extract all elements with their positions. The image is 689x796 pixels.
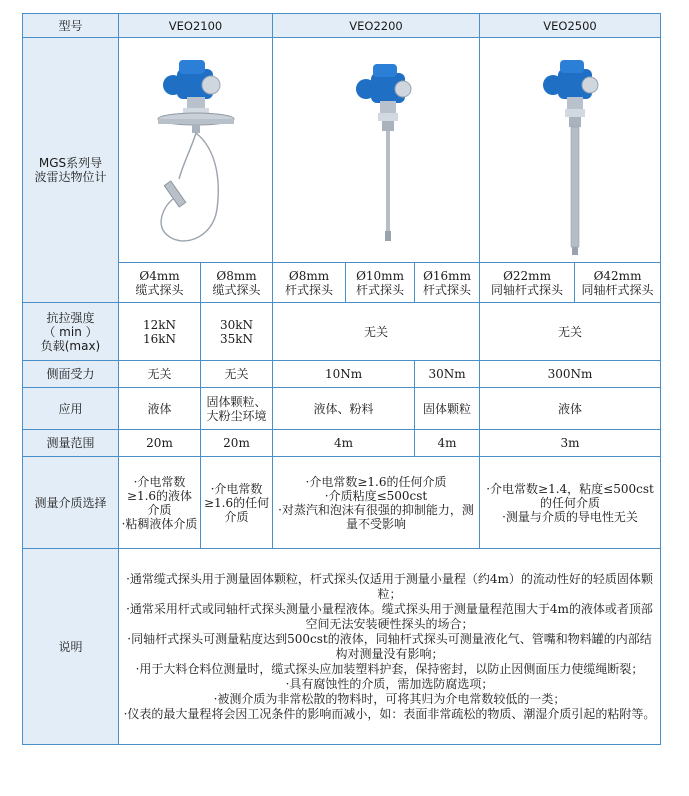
lateral-value: 无关 [119, 361, 201, 388]
probe-type: 杆式探头 [285, 282, 334, 297]
lateral-row [23, 361, 661, 388]
application-value: 固体颗粒 [415, 388, 480, 430]
medium-value: ·介电常数≥1.4，粘度≤500cst的任何介质 ·测量与介质的导电性无关 [480, 457, 661, 549]
tensile-value-line: 16kN [142, 331, 177, 346]
range-row [23, 430, 661, 457]
notes-content [119, 549, 661, 745]
rod-probe-radar-image [273, 38, 480, 263]
tensile-label [23, 303, 119, 361]
tensile-value [201, 303, 273, 361]
probe-size: Ø42mm [593, 268, 642, 283]
application-value-line: 大粉尘环境 [206, 408, 267, 423]
application-value: 液体 [119, 388, 201, 430]
tensile-label-line: 抗拉强度 [46, 310, 95, 325]
lateral-value: 30Nm [415, 361, 480, 388]
note-line: ·具有腐蚀性的介质，需加选防腐选项； [285, 676, 494, 691]
application-value: 液体 [480, 388, 661, 430]
tensile-label-line: 负载(max) [40, 338, 101, 353]
probe-cell [273, 263, 346, 303]
range-value: 3m [480, 430, 661, 457]
tensile-label-line: （ min ） [43, 324, 98, 339]
medium-value: ·介电常数≥1.6的任何介质 ·介质粘度≤500cst ·对蒸汽和泡沫有很强的抑制能力，测量不受影响 [273, 457, 480, 549]
probe-type: 杆式探头 [423, 282, 472, 297]
probe-size: Ø8mm [288, 268, 330, 283]
product-label-cell [23, 38, 119, 303]
lateral-value: 10Nm [273, 361, 415, 388]
tensile-value: 无关 [273, 303, 480, 361]
probe-cell [346, 263, 415, 303]
tensile-value-line: 12kN [142, 317, 177, 332]
probe-cell [201, 263, 273, 303]
note-line: ·被测介质为非常松散的物料时，可将其归为介电常数较低的一类； [213, 691, 566, 706]
probe-cell [575, 263, 661, 303]
header-row [23, 14, 661, 38]
application-value: 液体、粉料 [273, 388, 415, 430]
tensile-value: 无关 [480, 303, 661, 361]
cable-probe-radar-image [119, 38, 273, 263]
probe-cell [119, 263, 201, 303]
probe-cell [480, 263, 575, 303]
product-image-row [23, 38, 661, 263]
lateral-value: 300Nm [480, 361, 661, 388]
range-label: 测量范围 [23, 430, 119, 457]
range-value: 20m [201, 430, 273, 457]
probe-size: Ø4mm [139, 268, 180, 283]
model-header-label: 型号 [23, 14, 119, 38]
coaxial-probe-radar-image [480, 38, 661, 263]
model-veo2200: VEO2200 [273, 14, 480, 38]
model-veo2100: VEO2100 [119, 14, 273, 38]
probe-type: 缆式探头 [135, 282, 184, 297]
range-value: 4m [415, 430, 480, 457]
tensile-value [119, 303, 201, 361]
note-line: ·通常采用杆式或同轴杆式探头测量小量程液体。缆式探头用于测量量程范围大于4m的液体或者顶部空间无法安装硬性探头的场合； [126, 601, 653, 631]
lateral-value: 无关 [201, 361, 273, 388]
probe-type: 同轴杆式探头 [581, 282, 654, 297]
spec-table [22, 13, 661, 745]
range-value: 4m [273, 430, 415, 457]
probe-type: 同轴杆式探头 [491, 282, 564, 297]
product-label: MGS系列导波雷达物位计 [34, 156, 107, 184]
application-value-line: 固体颗粒、 [206, 394, 267, 409]
application-label: 应用 [23, 388, 119, 430]
notes-label: 说明 [23, 549, 119, 745]
tensile-value-line: 30kN [219, 317, 254, 332]
probe-size: Ø8mm [216, 268, 257, 283]
medium-row [23, 457, 661, 549]
note-line: ·同轴杆式探头可测量粘度达到500cst的液体，同轴杆式探头可测量液化气、管嘴和物料罐的内部结构对测量没有影响； [127, 631, 652, 661]
medium-value: ·介电常数≥1.6的液体介质 ·粘稠液体介质 [119, 457, 201, 549]
probe-type: 缆式探头 [212, 282, 261, 297]
probe-cell [415, 263, 480, 303]
tensile-row [23, 303, 661, 361]
range-value: 20m [119, 430, 201, 457]
probe-row [23, 263, 661, 303]
notes-row [23, 549, 661, 745]
model-veo2500: VEO2500 [480, 14, 661, 38]
note-line: ·通常缆式探头用于测量固体颗粒，杆式探头仅适用于测量小量程（约4m）的流动性好的轻质固体颗粒； [126, 571, 653, 601]
tensile-value-line: 35kN [219, 331, 254, 346]
probe-type: 杆式探头 [356, 282, 405, 297]
application-row [23, 388, 661, 430]
note-line: ·仪表的最大量程将会因工况条件的影响而减小，如：表面非常疏松的物质、潮湿介质引起的粘附等。 [123, 706, 656, 721]
medium-label: 测量介质选择 [23, 457, 119, 549]
probe-size: Ø16mm [423, 268, 471, 283]
medium-value: ·介电常数≥1.6的任何介质 [201, 457, 273, 549]
probe-size: Ø22mm [503, 268, 551, 283]
probe-size: Ø10mm [356, 268, 404, 283]
spec-table-wrapper [22, 13, 661, 745]
note-line: ·用于大料仓料位测量时，缆式探头应加装塑料护套，保持密封，以防止因侧面压力使缆绳断裂； [135, 661, 644, 676]
application-value [201, 388, 273, 430]
lateral-label: 侧面受力 [23, 361, 119, 388]
